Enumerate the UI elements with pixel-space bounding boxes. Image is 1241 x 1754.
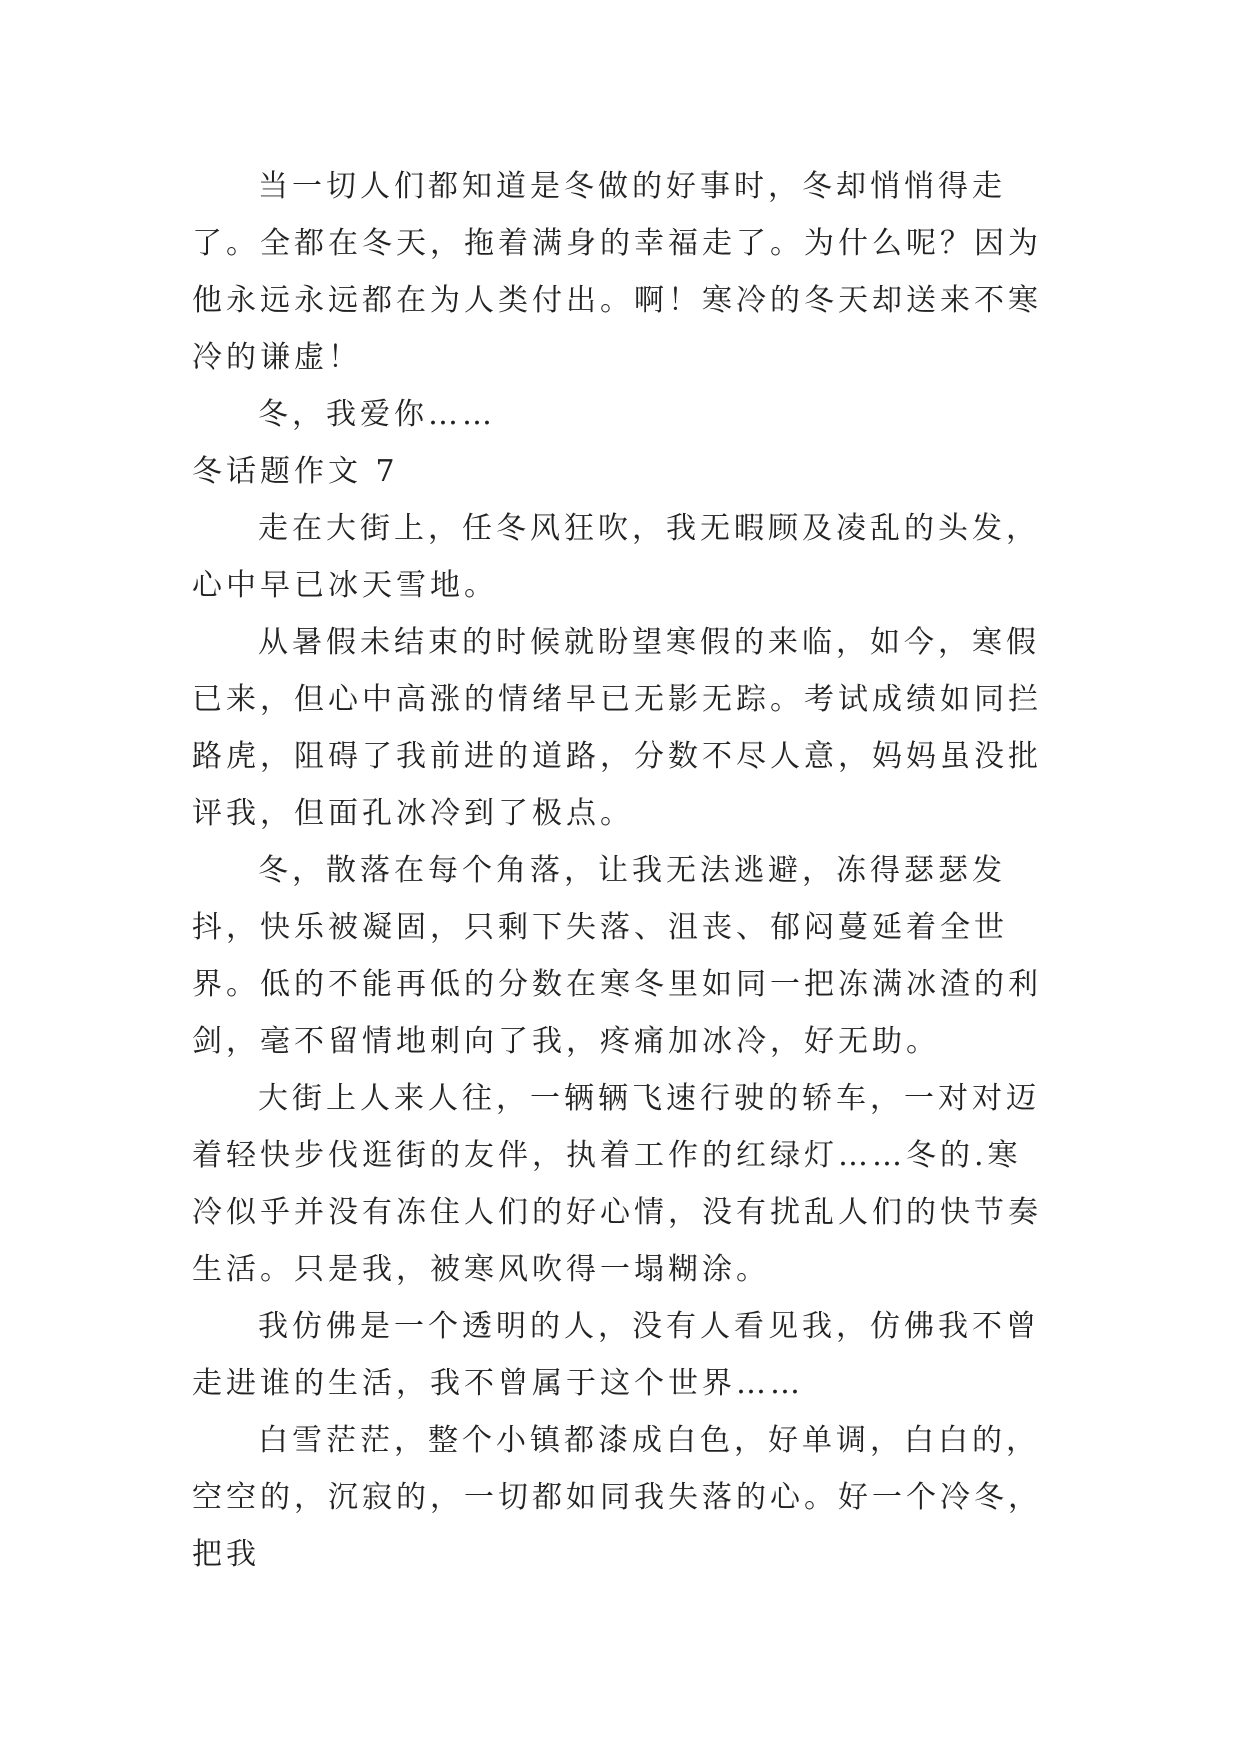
paragraph: 走在大街上，任冬风狂吹，我无暇顾及凌乱的头发，心中早已冰天雪地。 bbox=[192, 511, 1040, 603]
paragraph: 冬，我爱你…… bbox=[258, 397, 496, 432]
essay-heading: 冬话题作文 7 bbox=[192, 454, 399, 489]
paragraph: 我仿佛是一个透明的人，没有人看见我，仿佛我不曾走进谁的生活，我不曾属于这个世界…… bbox=[192, 1309, 1040, 1401]
paragraph: 大街上人来人往，一辆辆飞速行驶的轿车，一对对迈着轻快步伐逛街的友伴，执着工作的红绿灯……冬的.寒冷似乎并没有冻住人们的好心情，没有扰乱人们的快节奏生活。只是我，被寒风吹得一塌糊涂。 bbox=[192, 1081, 1042, 1287]
document-body bbox=[192, 158, 1052, 1583]
paragraph: 冬，散落在每个角落，让我无法逃避，冻得瑟瑟发抖，快乐被凝固，只剩下失落、沮丧、郁闷蔓延着全世界。低的不能再低的分数在寒冬里如同一把冻满冰渣的利剑，毫不留情地刺向了我，疼痛加冰冷，好无助。 bbox=[192, 853, 1042, 1059]
paragraph: 从暑假未结束的时候就盼望寒假的来临，如今，寒假已来，但心中高涨的情绪早已无影无踪。考试成绩如同拦路虎，阻碍了我前进的道路，分数不尽人意，妈妈虽没批评我，但面孔冰冷到了极点。 bbox=[192, 625, 1042, 831]
paragraph: 白雪茫茫，整个小镇都漆成白色，好单调，白白的，空空的，沉寂的，一切都如同我失落的心。好一个冷冬，把我 bbox=[192, 1423, 1042, 1572]
paragraph: 当一切人们都知道是冬做的好事时，冬却悄悄得走了。全都在冬天，拖着满身的幸福走了。为什么呢？因为他永远永远都在为人类付出。啊！寒冷的冬天却送来不寒冷的谦虚！ bbox=[192, 169, 1042, 375]
